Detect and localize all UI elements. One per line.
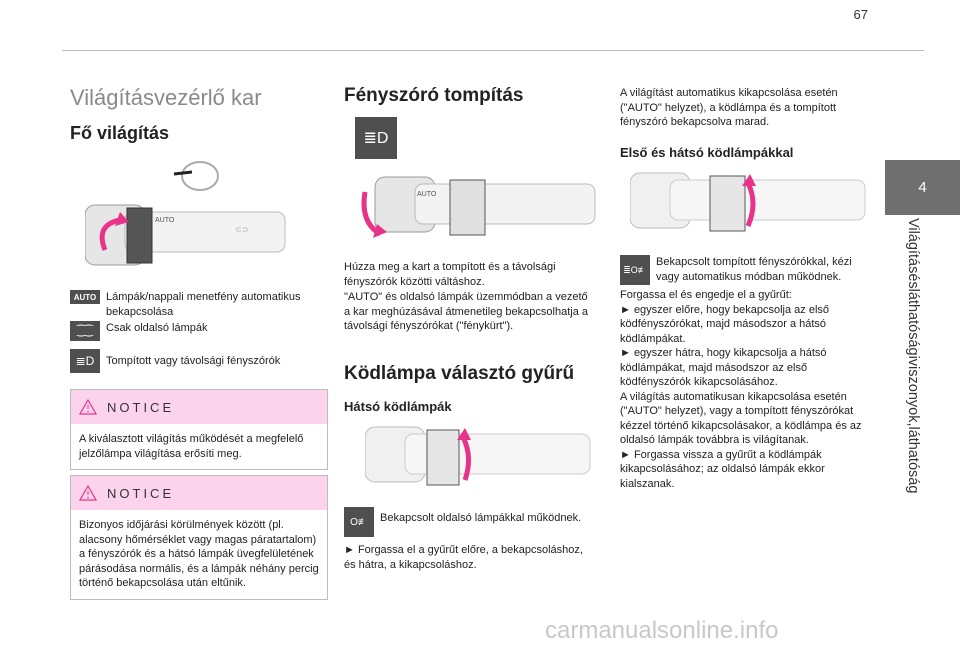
- warning-icon: [79, 485, 97, 501]
- notice-body: A kiválasztott világítás működését a megfelelő jelzőlámpa világítása erősíti meg.: [79, 433, 304, 460]
- svg-text:AUTO: AUTO: [417, 191, 437, 198]
- steering-wheel-icon: [172, 158, 222, 194]
- list-item: [70, 290, 328, 319]
- rear-fog-icon: O≢: [344, 507, 374, 537]
- notice-header: [71, 476, 327, 510]
- instruction-line: Forgassa el és engedje el a gyűrűt:: [620, 289, 792, 301]
- instruction-line: ► egyszer előre, hogy bekapcsolja az első ködfényszórókat, majd másodszor a hátsó ködlámpákat.: [620, 303, 829, 345]
- notice-box: [70, 475, 328, 600]
- list-item: [70, 321, 328, 341]
- list-item-text: Tompított vagy távolsági fényszórók: [106, 354, 281, 367]
- subsection-title: Fő világítás: [70, 123, 170, 143]
- chapter-tab[interactable]: 4: [885, 160, 960, 215]
- lever-pull-illustration: [355, 172, 600, 247]
- notice-title: NOTICE: [107, 399, 175, 415]
- auto-icon: AUTO: [70, 290, 100, 304]
- section-title: Ködlámpa választó gyűrű: [344, 363, 575, 384]
- section-title: Világításvezérlő kar: [70, 85, 262, 110]
- headlamp-icon: ≣D: [70, 349, 100, 373]
- warning-icon: [79, 399, 97, 415]
- subsection-title: Első és hátsó ködlámpákkal: [620, 145, 794, 160]
- list-item-text: Lámpák/nappali menetfény automatikus bekapcsolása: [106, 291, 301, 318]
- instruction-line: ► egyszer hátra, hogy kikapcsolja a hátsó ködlámpákat, majd másodszor az első ködfényszórók kikapcsolásához.: [620, 347, 827, 388]
- paragraph: Húzza meg a kart a tompított és a távolsági fényszórók közötti váltáshoz.: [344, 261, 556, 288]
- rear-fog-note: [344, 507, 596, 537]
- svg-text:AUTO: AUTO: [155, 217, 175, 224]
- page-number: 67: [853, 7, 868, 22]
- front-rear-fog-icon: ≣O≢: [620, 255, 650, 285]
- notice-title: NOTICE: [107, 485, 175, 501]
- headlamp-icon: ≣D: [355, 117, 397, 159]
- note-text: Bekapcsolt tompított fényszórókkal, kézi vagy automatikus módban működnek.: [656, 256, 852, 283]
- instructions: [620, 288, 872, 491]
- section-title: Fényszóró tompítás: [344, 85, 524, 106]
- instruction-line: ► Forgassa vissza a gyűrűt a ködlámpák kikapcsolásához; az oldalsó lámpák ekkor kialszanak.: [620, 448, 825, 490]
- svg-text:⊂⊃: ⊂⊃: [235, 225, 249, 234]
- notice-box: [70, 389, 328, 470]
- paragraph: ► Forgassa el a gyűrűt előre, a bekapcsoláshoz, és hátra, a kikapcsoláshoz.: [344, 544, 583, 571]
- subsection-title: Hátsó ködlámpák: [344, 399, 452, 414]
- rear-fog-ring-illustration: [365, 422, 595, 497]
- header-rule: [62, 50, 924, 51]
- front-rear-fog-ring-illustration: [630, 168, 870, 243]
- light-modes-list: [70, 290, 328, 373]
- paragraph: A világítást automatikus kikapcsolása esetén ("AUTO" helyzet), a ködlámpa és a tompított fényszóró bekapcsolva marad.: [620, 87, 838, 128]
- front-rear-fog-note: [620, 255, 872, 285]
- light-lever-illustration: [85, 200, 325, 275]
- note-text: Bekapcsolt oldalsó lámpákkal működnek.: [380, 512, 582, 524]
- watermark: carmanualsonline.info: [545, 617, 779, 644]
- paragraph: "AUTO" és oldalsó lámpák üzemmódban a vezető a kar meghúzásával átmenetileg bekapcsolhatja a távolsági fényszórókat ("fénykürt").: [344, 291, 588, 332]
- notice-body: Bizonyos időjárási körülmények között (pl. alacsony hőmérséklet vagy magas páratartalom) a fényszórók és a hátsó lámpák üvegfelületének párásodása normális, és a lámpák néhány percig történő bekapcsolása után eltűnik.: [79, 519, 319, 589]
- list-item-text: Csak oldalsó lámpák: [106, 322, 208, 334]
- instruction-line: A világítás automatikusan kikapcsolása esetén ("AUTO" helyzet), vagy a tompított fényszórókat kézzel történő kikapcsolásakor, a ködlámpa és az oldalsó lámpák továbbra is világítanak.: [620, 390, 862, 446]
- chapter-title: Világításésláthatóságiviszonyok,láthatóság: [905, 218, 921, 494]
- side-lamps-icon: ⁐⁐: [70, 321, 100, 341]
- notice-header: [71, 390, 327, 424]
- list-item: [70, 349, 328, 373]
